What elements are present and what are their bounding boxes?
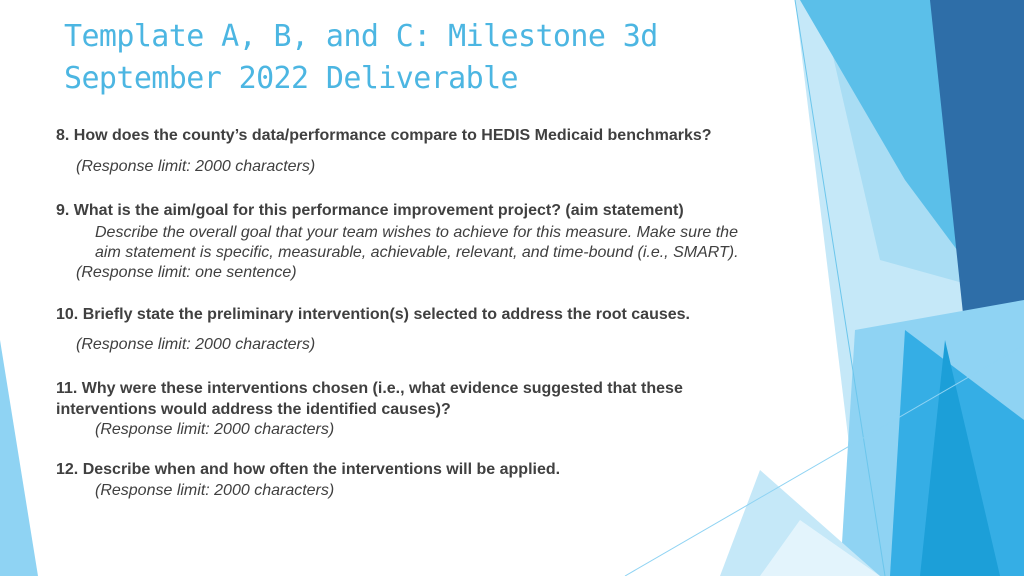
question-9-note-line-3: (Response limit: one sentence): [76, 264, 297, 281]
question-11-line-1: 11. Why were these interventions chosen (i.e., what evidence suggested that these: [56, 380, 683, 397]
question-9: 9. What is the aim/goal for this performance improvement project? (aim statement): [56, 202, 684, 219]
question-10: 10. Briefly state the preliminary intervention(s) selected to address the root causes.: [56, 306, 690, 323]
question-12: 12. Describe when and how often the interventions will be applied.: [56, 461, 561, 478]
question-9-note-line-1: Describe the overall goal that your team wishes to achieve for this measure. Make sure the: [95, 224, 738, 241]
question-11-note: (Response limit: 2000 characters): [95, 421, 335, 438]
title-line-1: Template A, B, and C: Milestone 3d: [64, 19, 658, 54]
question-8: 8. How does the county’s data/performance compare to HEDIS Medicaid benchmarks?: [56, 127, 712, 144]
question-10-note: (Response limit: 2000 characters): [76, 336, 316, 353]
title-line-2: September 2022 Deliverable: [64, 61, 518, 96]
question-8-note: (Response limit: 2000 characters): [76, 158, 316, 175]
left-sliver-shape: [0, 340, 38, 576]
question-11-line-2: interventions would address the identified causes)?: [56, 401, 451, 418]
question-12-note: (Response limit: 2000 characters): [95, 482, 335, 499]
slide-title: [64, 16, 658, 100]
question-9-note-line-2: aim statement is specific, measurable, achievable, relevant, and time-bound (i.e., SMART).: [95, 244, 739, 261]
